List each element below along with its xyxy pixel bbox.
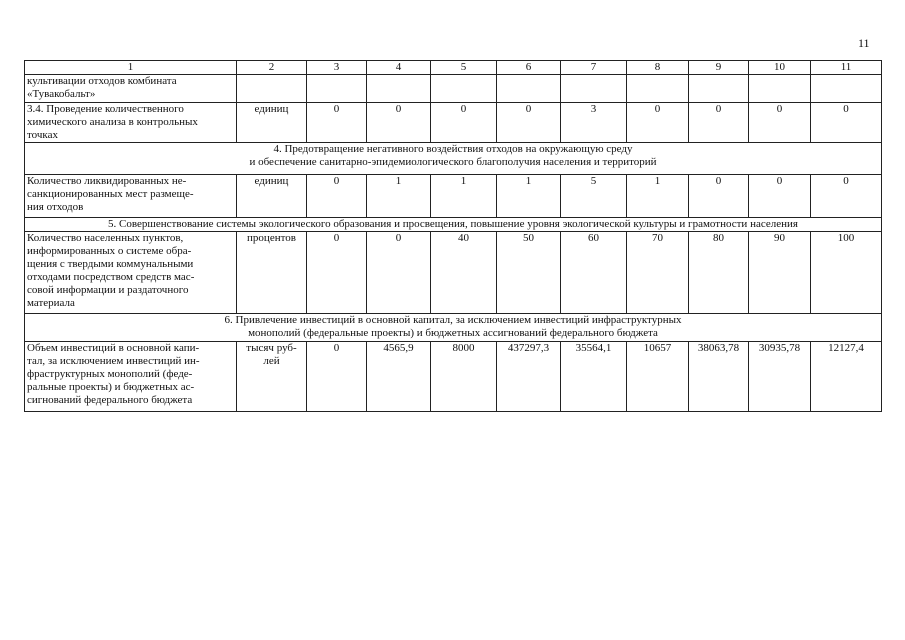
value-cell [367,75,431,103]
value-cell: 70 [627,232,689,314]
unit-cell: единиц [237,103,307,143]
column-number: 11 [811,61,882,75]
value-cell: 50 [497,232,561,314]
value-cell: 437297,3 [497,342,561,412]
indicator-description-line: фраструктурных монополий (феде- [27,368,193,380]
indicator-description-line: ния отходов [27,201,84,213]
column-number: 7 [561,61,627,75]
value-cell [749,75,811,103]
value-cell [431,75,497,103]
section-title-line: 5. Совершенствование системы экологического образования и просвещения, повышение уровня экологической культуры и грамотности населения [108,218,798,230]
value-cell: 0 [627,103,689,143]
unit-cell [237,75,307,103]
indicator-description-line: 3.4. Проведение количественного [27,103,184,115]
indicator-description-line: Количество ликвидированных не- [27,175,187,187]
value-cell: 0 [811,175,882,218]
indicators-table [24,60,882,412]
column-number: 9 [689,61,749,75]
value-cell [689,75,749,103]
indicator-description-line: «Тувакобальт» [27,88,96,100]
column-number: 1 [25,61,237,75]
column-number-row [25,61,882,75]
section-title-line: и обеспечение санитарно-эпидемиологического благополучия населения и территорий [249,156,657,168]
value-cell: 30935,78 [749,342,811,412]
value-cell [497,75,561,103]
value-cell: 0 [689,103,749,143]
table-row [25,75,882,103]
value-cell: 0 [749,175,811,218]
section-title-line: 4. Предотвращение негативного воздействия отходов на окружающую среду [273,143,633,155]
section-row [25,143,882,175]
value-cell [561,75,627,103]
column-number: 10 [749,61,811,75]
column-number: 8 [627,61,689,75]
value-cell: 1 [627,175,689,218]
value-cell: 12127,4 [811,342,882,412]
column-number: 6 [497,61,561,75]
indicator-description-line: химического анализа в контрольных [27,116,198,128]
indicator-description-line: материала [27,297,75,309]
value-cell: 8000 [431,342,497,412]
value-cell [627,75,689,103]
value-cell: 0 [431,103,497,143]
value-cell [811,75,882,103]
indicator-description-line: точках [27,129,58,141]
value-cell: 0 [367,103,431,143]
indicator-description [25,103,237,143]
page-number: 11 [858,36,870,50]
value-cell: 0 [811,103,882,143]
indicator-description [25,342,237,412]
value-cell: 0 [307,175,367,218]
value-cell: 38063,78 [689,342,749,412]
column-number: 4 [367,61,431,75]
value-cell: 0 [367,232,431,314]
section-row [25,218,882,232]
section-title-line: монополий (федеральные проекты) и бюджетных ассигнований федерального бюджета [248,327,658,339]
column-number: 2 [237,61,307,75]
value-cell: 0 [689,175,749,218]
value-cell: 0 [307,103,367,143]
indicator-description-line: Количество населенных пунктов, [27,232,184,244]
indicator-description-line: информированных о системе обра- [27,245,192,257]
indicator-description [25,175,237,218]
unit-cell: процентов [237,232,307,314]
value-cell: 0 [307,342,367,412]
indicator-description-line: Объем инвестиций в основной капи- [27,342,200,354]
section-title-line: 6. Привлечение инвестиций в основной капитал, за исключением инвестиций инфраструктурных [224,314,682,326]
value-cell: 90 [749,232,811,314]
indicator-description-line: санкционированных мест размеще- [27,188,194,200]
value-cell: 1 [497,175,561,218]
section-row [25,314,882,342]
value-cell [307,75,367,103]
value-cell: 1 [367,175,431,218]
indicator-description [25,75,237,103]
indicator-description-line: ральные проекты) и бюджетных ас- [27,381,195,393]
value-cell: 100 [811,232,882,314]
unit-cell: тысяч руб- лей [237,342,307,412]
value-cell: 1 [431,175,497,218]
value-cell: 0 [497,103,561,143]
indicator-description-line: совой информации и раздаточного [27,284,189,296]
value-cell: 3 [561,103,627,143]
column-number: 3 [307,61,367,75]
column-number: 5 [431,61,497,75]
indicator-description [25,232,237,314]
table-row [25,342,882,412]
value-cell: 60 [561,232,627,314]
section-title [25,218,882,232]
indicator-description-line: щения с твердыми коммунальными [27,258,194,270]
indicator-description-line: культивации отходов комбината [27,75,177,87]
value-cell: 0 [749,103,811,143]
table-row [25,103,882,143]
table-row [25,175,882,218]
table-row [25,232,882,314]
value-cell: 40 [431,232,497,314]
indicator-description-line: отходами посредством средств мас- [27,271,195,283]
value-cell: 80 [689,232,749,314]
unit-cell: единиц [237,175,307,218]
section-title [25,143,882,175]
value-cell: 0 [307,232,367,314]
indicator-description-line: сигнований федерального бюджета [27,394,193,406]
value-cell: 10657 [627,342,689,412]
value-cell: 5 [561,175,627,218]
value-cell: 4565,9 [367,342,431,412]
section-title [25,314,882,342]
indicator-description-line: тал, за исключением инвестиций ин- [27,355,200,367]
value-cell: 35564,1 [561,342,627,412]
